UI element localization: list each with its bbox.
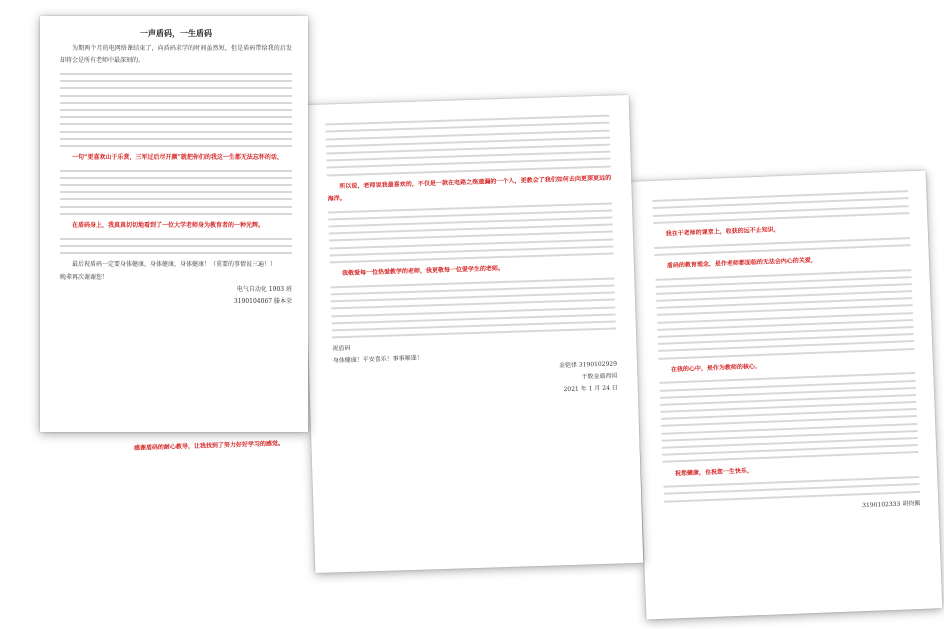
red-highlight-text: 我敬爱每一位热爱教学的老师，我更敬每一位爱学生的老师。 [341,265,505,278]
closing-paragraph: 最后祝盾码一定要身体健康，身体健康，身体健康！（重要的事情说三遍！） [72,261,277,269]
document-title: 一声盾码，一生盾码 [140,28,212,38]
signer: 金铠律 3190102929 [558,360,618,370]
red-highlight-text: 所以说，老师说我最喜欢的，不仅是一款在电路之殇遗漏的一个人，更教会了我们如何去向更深更远的海洋。 [327,174,612,203]
red-highlight-text: 在盾码身上，我真真切切地看到了一位大学老师身为教育者的一种光辉。 [72,221,265,229]
red-highlight-text: 感谢盾码的耐心教导，让我找到了努力好好学习的感觉。 [133,440,285,452]
red-highlight-text: 在我的心中，是作为教师的核心， [670,362,762,374]
red-highlight-text: 我在于老师的课堂上，收获的远不止知识， [665,226,780,238]
intro-paragraph: 为期两个月的电网络课结束了，向盾码求学的时间虽然短，但是盾码带给我的启发却将会是所有老师中最深刻的。 [60,45,292,65]
wish-line: 身体健康！平安喜乐！事事顺遂！ [332,354,423,365]
signature-id: 3190104067 滕本荣 [233,297,292,305]
document-page-2 [301,95,644,573]
red-highlight-text: 祝您健康，也祝您一生快乐， [674,466,754,477]
date: 2021 年 1 月 24 日 [563,384,618,394]
thanks-line: 晚辈再次谢谢您！ [60,273,109,281]
department: 于数金通西园 [581,372,618,381]
red-highlight-text: 一句“更喜欢山于乐赏，三军过后尽开颜”就把你们的我这一生都无法忘怀的话， [72,154,283,162]
signature-major: 电气自动化 1903 班 [236,285,292,293]
document-page-1 [40,16,308,432]
sign-off: 祝盾码 [332,345,351,353]
signature: 3190102333 胡钧佩 [862,499,921,509]
page-2-lower-text [122,437,326,456]
document-page-3 [630,170,943,619]
red-highlight-text: 盾码的教育理念，是作老师都面临的无法会内心的关爱， [666,256,817,270]
